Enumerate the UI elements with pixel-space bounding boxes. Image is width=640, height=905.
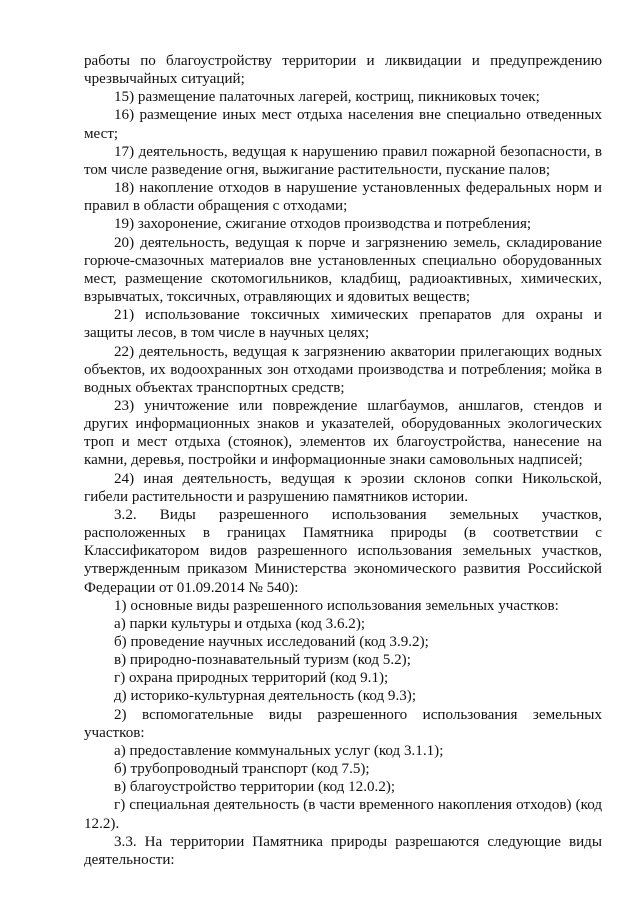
list-item-17: 17) деятельность, ведущая к нарушению правил пожарной безопасности, в том числе разведение огня, выжигание растительности, пускание палов; [84, 143, 602, 178]
paragraph-continuation: работы по благоустройству территории и ликвидации и предупреждению чрезвычайных ситуаций; [84, 53, 602, 88]
auxiliary-uses-heading: 2) вспомогательные виды разрешенного использования земельных участков: [84, 706, 602, 741]
section-3-2-paragraph: 3.2. Виды разрешенного использования земельных участков, расположенных в границах Памятника природы (в соответствии с Классификатором видов разрешенного использования земельных участков, утвержденным приказом Министерства экономического развития Российской Федерации от 01.09.2014 № 540): [84, 506, 602, 596]
main-use-d: д) историко-культурная деятельность (код 9.3); [114, 688, 417, 705]
main-use-g: г) охрана природных территорий (код 9.1); [114, 670, 389, 687]
aux-use-v: в) благоустройство территории (код 12.0.2); [114, 779, 396, 796]
main-use-a: а) парки культуры и отдыха (код 3.6.2); [114, 615, 366, 632]
list-item-24: 24) иная деятельность, ведущая к эрозии склонов сопки Никольской, гибели растительности и разрушению памятников истории. [84, 470, 602, 505]
section-3-3-paragraph: 3.3. На территории Памятника природы разрешаются следующие виды деятельности: [84, 833, 602, 868]
list-item-15: 15) размещение палаточных лагерей, кострищ, пикниковых точек; [114, 89, 540, 106]
main-use-b: б) проведение научных исследований (код 3.9.2); [114, 634, 429, 650]
list-item-21: 21) использование токсичных химических препаратов для охраны и защиты лесов, в том числе в научных целях; [84, 307, 602, 342]
main-uses-heading: 1) основные виды разрешенного использования земельных участков: [114, 597, 559, 614]
aux-use-a: а) предоставление коммунальных услуг (код 3.1.1); [114, 742, 444, 759]
list-item-16: 16) размещение иных мест отдыха населения вне специально отведенных мест; [84, 107, 602, 142]
aux-use-b: б) трубопроводный транспорт (код 7.5); [114, 761, 370, 778]
list-item-20: 20) деятельность, ведущая к порче и загрязнению земель, складирование горюче-смазочных материалов вне установленных специально оборудованных мест, размещение скотомогильников, кладбищ, радиоактивных, химических, взрывчатых, токсичных, отравляющих и ядовитых веществ; [84, 234, 602, 306]
list-item-18: 18) накопление отходов в нарушение установленных федеральных норм и правил в области обращения с отходами; [84, 180, 602, 215]
main-use-v: в) природно-познавательный туризм (код 5.2); [114, 652, 411, 669]
list-item-22: 22) деятельность, ведущая к загрязнению акватории прилегающих водных объектов, их водоохранных зон отходами производства и потребления; мойка в водных объектах транспортных средств; [84, 343, 602, 396]
aux-use-g: г) специальная деятельность (в части временного накопления отходов) (код 12.2). [84, 797, 602, 832]
list-item-19: 19) захоронение, сжигание отходов производства и потребления; [114, 216, 532, 233]
list-item-23: 23) уничтожение или повреждение шлагбаумов, аншлагов, стендов и других информационных знаков и указателей, оборудованных экологических троп и мест отдыха (стоянок), элементов их благоустройства, нанесение на камни, деревья, постройки и информационные знаки самовольных надписей; [84, 397, 602, 469]
